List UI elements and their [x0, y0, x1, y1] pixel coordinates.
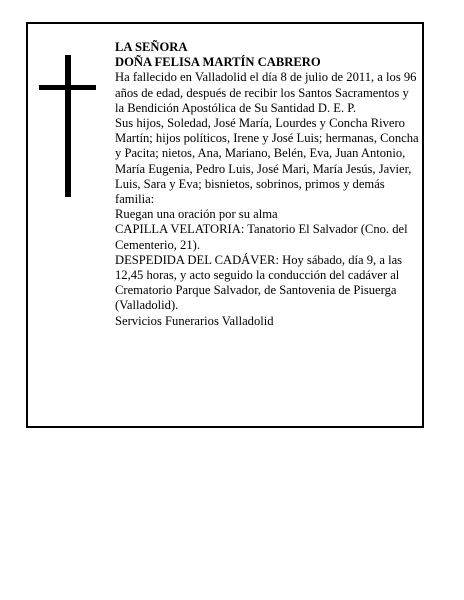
- notice-text: [115, 40, 419, 329]
- funeral-services: Servicios Funerarios Valladolid: [115, 313, 274, 328]
- chapel-info: CAPILLA VELATORIA: Tanatorio El Salvador (Cno. del Cementerio, 21).: [115, 222, 408, 252]
- obituary-notice: [26, 22, 424, 428]
- cross-vertical-bar: [65, 55, 71, 197]
- notice-title: LA SEÑORA: [115, 40, 188, 54]
- cross-horizontal-bar: [39, 85, 96, 90]
- death-announcement: Ha fallecido en Valladolid el día 8 de julio de 2011, a los 96 años de edad, después de recibir los Santos Sacramentos y la Bendición Apostólica de Su Santidad D. E. P.: [115, 70, 417, 115]
- deceased-name: DOÑA FELISA MARTÍN CABRERO: [115, 55, 321, 70]
- prayer-request: Ruegan una oración por su alma: [115, 207, 278, 222]
- farewell-info: DESPEDIDA DEL CADÁVER: Hoy sábado, día 9, a las 12,45 horas, y acto seguido la conducción del cadáver al Crematorio Parque Salvador, de Santovenia de Pisuerga (Valladolid).: [115, 252, 403, 313]
- family-list: Sus hijos, Soledad, José María, Lourdes y Concha Rivero Martín; hijos políticos, Irene y José Luis; hermanas, Concha y Pacita; nietos, Ana, Mariano, Belén, Eva, Juan Antonio, María Eugenia, Pedro Luis, José Mari, María Jesús, Javier, Luis, Sara y Eva; bisnietos, sobrinos, primos y demás familia:: [115, 116, 419, 207]
